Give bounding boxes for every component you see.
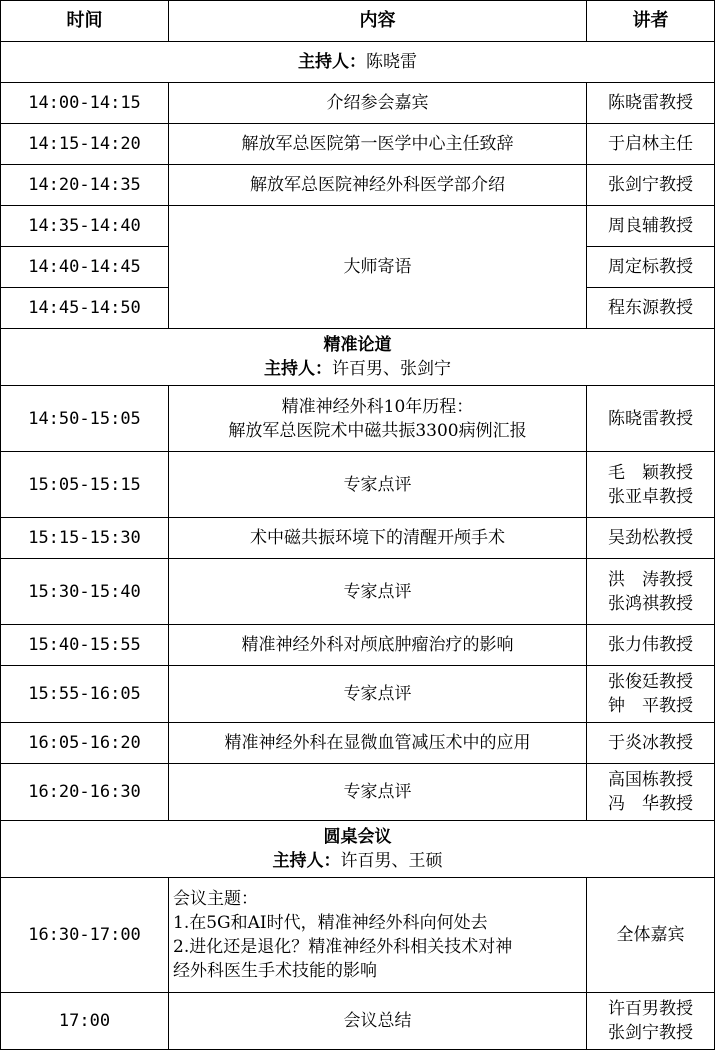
- content-cell: 精准神经外科在显微血管减压术中的应用: [169, 723, 587, 764]
- time-cell: 17:00: [1, 993, 169, 1050]
- time-cell: 14:35-14:40: [1, 206, 169, 247]
- header-content: 内容: [169, 1, 587, 42]
- table-row: [1, 559, 715, 625]
- table-row: [1, 386, 715, 452]
- speaker-name: 冯 华教授: [608, 794, 693, 814]
- content-cell: [169, 878, 587, 993]
- table-row: [1, 452, 715, 518]
- time-cell: 14:00-14:15: [1, 83, 169, 124]
- content-cell: 解放军总医院神经外科医学部介绍: [169, 165, 587, 206]
- content-cell: 专家点评: [169, 764, 587, 821]
- content-line: 解放军总医院术中磁共振3300病例汇报: [228, 420, 527, 441]
- speaker-name: 张亚卓教授: [608, 486, 693, 507]
- content-cell: 介绍参会嘉宾: [169, 83, 587, 124]
- speaker-cell: [587, 452, 715, 518]
- speaker-cell: 程东源教授: [587, 288, 715, 329]
- host-label: 主持人：: [298, 52, 366, 72]
- speaker-cell: 陈晓雷教授: [587, 83, 715, 124]
- speaker-cell: 周良辅教授: [587, 206, 715, 247]
- content-cell: 大师寄语: [169, 206, 587, 329]
- section-header: [1, 329, 715, 386]
- content-line: 经外科医生手术技能的影响: [173, 961, 377, 981]
- speaker-cell: [587, 993, 715, 1050]
- time-cell: 16:05-16:20: [1, 723, 169, 764]
- speaker-cell: [587, 666, 715, 723]
- content-cell: 解放军总医院第一医学中心主任致辞: [169, 124, 587, 165]
- section-title: 精准论道: [323, 335, 392, 355]
- speaker-cell: [587, 559, 715, 625]
- content-cell: [169, 386, 587, 452]
- content-cell: 专家点评: [169, 666, 587, 723]
- content-cell: 精准神经外科对颅底肿瘤治疗的影响: [169, 625, 587, 666]
- table-row: [1, 993, 715, 1050]
- host-label: 主持人：: [264, 359, 332, 379]
- host-names: 许百男、张剑宁: [332, 359, 451, 379]
- content-cell: 专家点评: [169, 559, 587, 625]
- host-names: 许百男、王硕: [340, 851, 443, 871]
- speaker-name: 洪 涛教授: [608, 569, 693, 590]
- section-title: 圆桌会议: [323, 827, 392, 847]
- section-host-row: [1, 821, 715, 878]
- time-cell: 15:40-15:55: [1, 625, 169, 666]
- section-host-row: [1, 329, 715, 386]
- time-cell: 15:05-15:15: [1, 452, 169, 518]
- table-row: [1, 124, 715, 165]
- table-row: [1, 518, 715, 559]
- speaker-cell: 陈晓雷教授: [587, 386, 715, 452]
- speaker-cell: 周定标教授: [587, 247, 715, 288]
- speaker-name: 钟 平教授: [608, 696, 693, 716]
- header-row: [1, 1, 715, 42]
- section-host-row: [1, 42, 715, 83]
- content-line: 精准神经外科10年历程：: [281, 396, 474, 417]
- content-line: 1.在5G和AI时代，精准神经外科向何处去: [173, 913, 488, 933]
- speaker-name: 许百男教授: [608, 999, 693, 1019]
- content-line: 会议主题：: [173, 889, 258, 909]
- speaker-cell: 张力伟教授: [587, 625, 715, 666]
- time-cell: 15:30-15:40: [1, 559, 169, 625]
- time-cell: 14:45-14:50: [1, 288, 169, 329]
- table-row: [1, 206, 715, 247]
- speaker-cell: [587, 764, 715, 821]
- speaker-name: 高国栋教授: [608, 770, 693, 790]
- speaker-name: 张鸿祺教授: [608, 593, 693, 614]
- time-cell: 14:50-15:05: [1, 386, 169, 452]
- section-header: [1, 821, 715, 878]
- speaker-name: 毛 颖教授: [608, 462, 693, 483]
- time-cell: 14:15-14:20: [1, 124, 169, 165]
- speaker-cell: 于启林主任: [587, 124, 715, 165]
- host-names: 陈晓雷: [366, 52, 417, 72]
- time-cell: 14:40-14:45: [1, 247, 169, 288]
- header-time: 时间: [1, 1, 169, 42]
- section-header: [1, 42, 715, 83]
- table-row: [1, 723, 715, 764]
- speaker-cell: 全体嘉宾: [587, 878, 715, 993]
- table-row: [1, 625, 715, 666]
- content-line: 2.进化还是退化？精准神经外科相关技术对神: [173, 937, 513, 957]
- speaker-cell: 吴劲松教授: [587, 518, 715, 559]
- content-cell: 会议总结: [169, 993, 587, 1050]
- time-cell: 14:20-14:35: [1, 165, 169, 206]
- time-cell: 15:15-15:30: [1, 518, 169, 559]
- speaker-name: 张俊廷教授: [608, 672, 693, 692]
- table-row: [1, 878, 715, 993]
- table-row: [1, 165, 715, 206]
- table-row: [1, 666, 715, 723]
- host-label: 主持人：: [272, 851, 341, 871]
- header-speaker: 讲者: [587, 1, 715, 42]
- content-cell: 术中磁共振环境下的清醒开颅手术: [169, 518, 587, 559]
- speaker-cell: 于炎冰教授: [587, 723, 715, 764]
- time-cell: 15:55-16:05: [1, 666, 169, 723]
- time-cell: 16:30-17:00: [1, 878, 169, 993]
- table-row: [1, 83, 715, 124]
- table-row: [1, 764, 715, 821]
- time-cell: 16:20-16:30: [1, 764, 169, 821]
- content-cell: 专家点评: [169, 452, 587, 518]
- speaker-name: 张剑宁教授: [608, 1023, 693, 1043]
- speaker-cell: 张剑宁教授: [587, 165, 715, 206]
